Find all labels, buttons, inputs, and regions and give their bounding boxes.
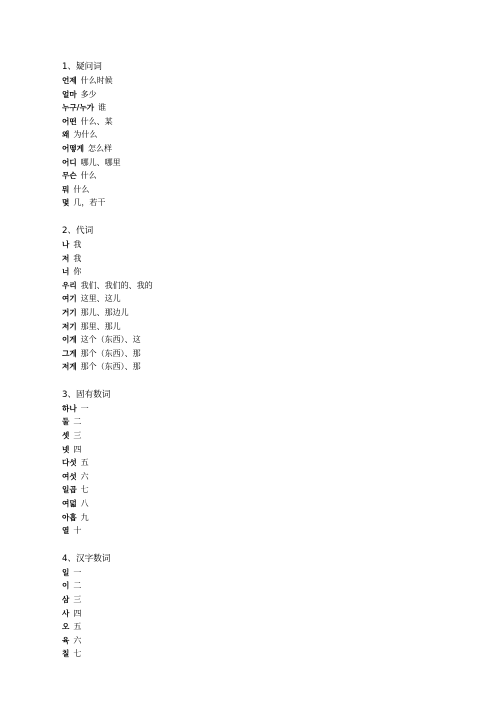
korean-word: 이게 bbox=[62, 335, 77, 345]
section-heading: 1、疑问词 bbox=[62, 62, 102, 72]
vocab-entry bbox=[62, 360, 442, 374]
chinese-meaning: 六 bbox=[73, 635, 82, 645]
korean-word: 일곱 bbox=[62, 485, 77, 495]
korean-word: 오 bbox=[62, 622, 70, 632]
korean-word: 나 bbox=[62, 239, 70, 249]
vocab-entry bbox=[62, 252, 442, 266]
vocab-entry bbox=[62, 279, 442, 293]
chinese-meaning: 哪儿、哪里 bbox=[80, 157, 121, 167]
korean-word: 아홉 bbox=[62, 512, 77, 522]
korean-word: 여섯 bbox=[62, 471, 77, 481]
chinese-meaning: 这个（东西）、这 bbox=[80, 335, 141, 345]
korean-word: 누구/누가 bbox=[62, 103, 95, 113]
korean-word: 저게 bbox=[62, 362, 77, 372]
vocab-entry bbox=[62, 101, 442, 115]
chinese-meaning: 三 bbox=[73, 431, 82, 441]
korean-word: 왜 bbox=[62, 130, 70, 140]
chinese-meaning: 那儿、那边儿 bbox=[80, 307, 129, 317]
chinese-meaning: 我 bbox=[73, 239, 82, 249]
vocab-entry bbox=[62, 497, 442, 511]
vocab-entry bbox=[62, 333, 442, 347]
korean-word: 열 bbox=[62, 526, 70, 536]
section-heading: 2、代词 bbox=[62, 225, 94, 236]
chinese-meaning: 七 bbox=[73, 649, 82, 659]
korean-word: 얼마 bbox=[62, 89, 77, 99]
chinese-meaning: 那个（东西）、那 bbox=[80, 348, 141, 358]
korean-word: 거기 bbox=[62, 307, 77, 317]
vocab-entry bbox=[62, 402, 442, 416]
chinese-meaning: 什么 bbox=[80, 171, 97, 181]
vocab-entry bbox=[62, 128, 442, 142]
chinese-meaning: 什么、某 bbox=[80, 116, 113, 126]
korean-word: 넷 bbox=[62, 444, 70, 454]
vocab-entry bbox=[62, 593, 442, 607]
korean-word: 이 bbox=[62, 581, 70, 591]
vocab-entry bbox=[62, 320, 442, 334]
vocab-entry bbox=[62, 292, 442, 306]
vocab-entry bbox=[62, 483, 442, 497]
vocab-entry bbox=[62, 511, 442, 525]
chinese-meaning: 这里、这儿 bbox=[80, 294, 121, 304]
vocab-entry bbox=[62, 196, 442, 210]
korean-word: 그게 bbox=[62, 348, 77, 358]
korean-word: 무슨 bbox=[62, 171, 77, 181]
chinese-meaning: 我们、我们的、我的 bbox=[80, 280, 153, 290]
korean-word: 언제 bbox=[62, 76, 77, 85]
chinese-meaning: 谁 bbox=[98, 103, 107, 113]
vocab-entry bbox=[62, 634, 442, 648]
vocab-entry bbox=[62, 183, 442, 197]
chinese-meaning: 什么时候 bbox=[80, 76, 113, 85]
vocab-entry bbox=[62, 456, 442, 470]
chinese-meaning: 我 bbox=[73, 253, 82, 263]
korean-word: 하나 bbox=[62, 403, 77, 413]
vocab-entry bbox=[62, 306, 442, 320]
korean-word: 다섯 bbox=[62, 458, 77, 468]
chinese-meaning: 三 bbox=[73, 595, 82, 604]
korean-word: 어디 bbox=[62, 157, 77, 167]
vocab-entry bbox=[62, 647, 442, 661]
chinese-meaning: 九 bbox=[80, 512, 89, 522]
vocab-entry bbox=[62, 142, 442, 156]
vocab-entry bbox=[62, 566, 442, 580]
vocab-entry bbox=[62, 443, 442, 457]
korean-word: 우리 bbox=[62, 280, 77, 290]
vocab-entry bbox=[62, 74, 442, 88]
korean-word: 둘 bbox=[62, 417, 70, 427]
chinese-meaning: 二 bbox=[73, 581, 82, 591]
korean-word: 셋 bbox=[62, 431, 70, 441]
korean-word: 어떤 bbox=[62, 116, 77, 126]
section-2 bbox=[62, 224, 442, 374]
vocab-entry bbox=[62, 265, 442, 279]
chinese-meaning: 那个（东西）、那 bbox=[80, 362, 141, 372]
section-1 bbox=[62, 60, 442, 210]
vocab-entry bbox=[62, 156, 442, 170]
chinese-meaning: 六 bbox=[80, 471, 89, 481]
vocab-entry bbox=[62, 347, 442, 361]
chinese-meaning: 二 bbox=[73, 417, 82, 427]
vocab-entry bbox=[62, 607, 442, 621]
korean-word: 사 bbox=[62, 608, 70, 618]
korean-word: 여기 bbox=[62, 294, 77, 304]
korean-word: 일 bbox=[62, 567, 70, 577]
section-heading: 3、固有数词 bbox=[62, 389, 111, 400]
korean-word: 너 bbox=[62, 267, 70, 277]
chinese-meaning: 几，若干 bbox=[73, 198, 106, 208]
vocab-entry bbox=[62, 470, 442, 484]
korean-word: 뭐 bbox=[62, 184, 70, 194]
vocab-entry bbox=[62, 88, 442, 102]
vocabulary-list bbox=[62, 60, 442, 675]
chinese-meaning: 七 bbox=[80, 485, 89, 495]
chinese-meaning: 那里、那儿 bbox=[80, 321, 121, 331]
vocab-entry bbox=[62, 238, 442, 252]
korean-word: 여덟 bbox=[62, 499, 77, 509]
vocab-entry bbox=[62, 429, 442, 443]
chinese-meaning: 五 bbox=[73, 622, 82, 632]
vocab-entry bbox=[62, 524, 442, 538]
section-3 bbox=[62, 388, 442, 538]
korean-word: 삼 bbox=[62, 595, 70, 604]
section-heading: 4、汉字数词 bbox=[62, 553, 111, 564]
chinese-meaning: 怎么样 bbox=[88, 143, 113, 153]
vocab-entry bbox=[62, 115, 442, 129]
korean-word: 어떻게 bbox=[62, 143, 85, 153]
chinese-meaning: 为什么 bbox=[73, 130, 98, 140]
vocab-entry bbox=[62, 169, 442, 183]
chinese-meaning: 一 bbox=[80, 403, 89, 413]
korean-word: 육 bbox=[62, 635, 70, 645]
vocab-entry bbox=[62, 415, 442, 429]
chinese-meaning: 多少 bbox=[80, 89, 97, 99]
vocab-entry bbox=[62, 620, 442, 634]
korean-word: 몇 bbox=[62, 198, 70, 208]
chinese-meaning: 你 bbox=[73, 267, 82, 277]
chinese-meaning: 什么 bbox=[73, 184, 90, 194]
chinese-meaning: 五 bbox=[80, 458, 89, 468]
section-4 bbox=[62, 552, 442, 661]
korean-word: 저기 bbox=[62, 321, 77, 331]
chinese-meaning: 四 bbox=[73, 444, 82, 454]
vocab-entry bbox=[62, 579, 442, 593]
chinese-meaning: 一 bbox=[73, 567, 82, 577]
chinese-meaning: 四 bbox=[73, 608, 82, 618]
chinese-meaning: 十 bbox=[73, 526, 82, 536]
chinese-meaning: 八 bbox=[80, 499, 89, 509]
korean-word: 칠 bbox=[62, 649, 70, 659]
korean-word: 저 bbox=[62, 253, 70, 263]
